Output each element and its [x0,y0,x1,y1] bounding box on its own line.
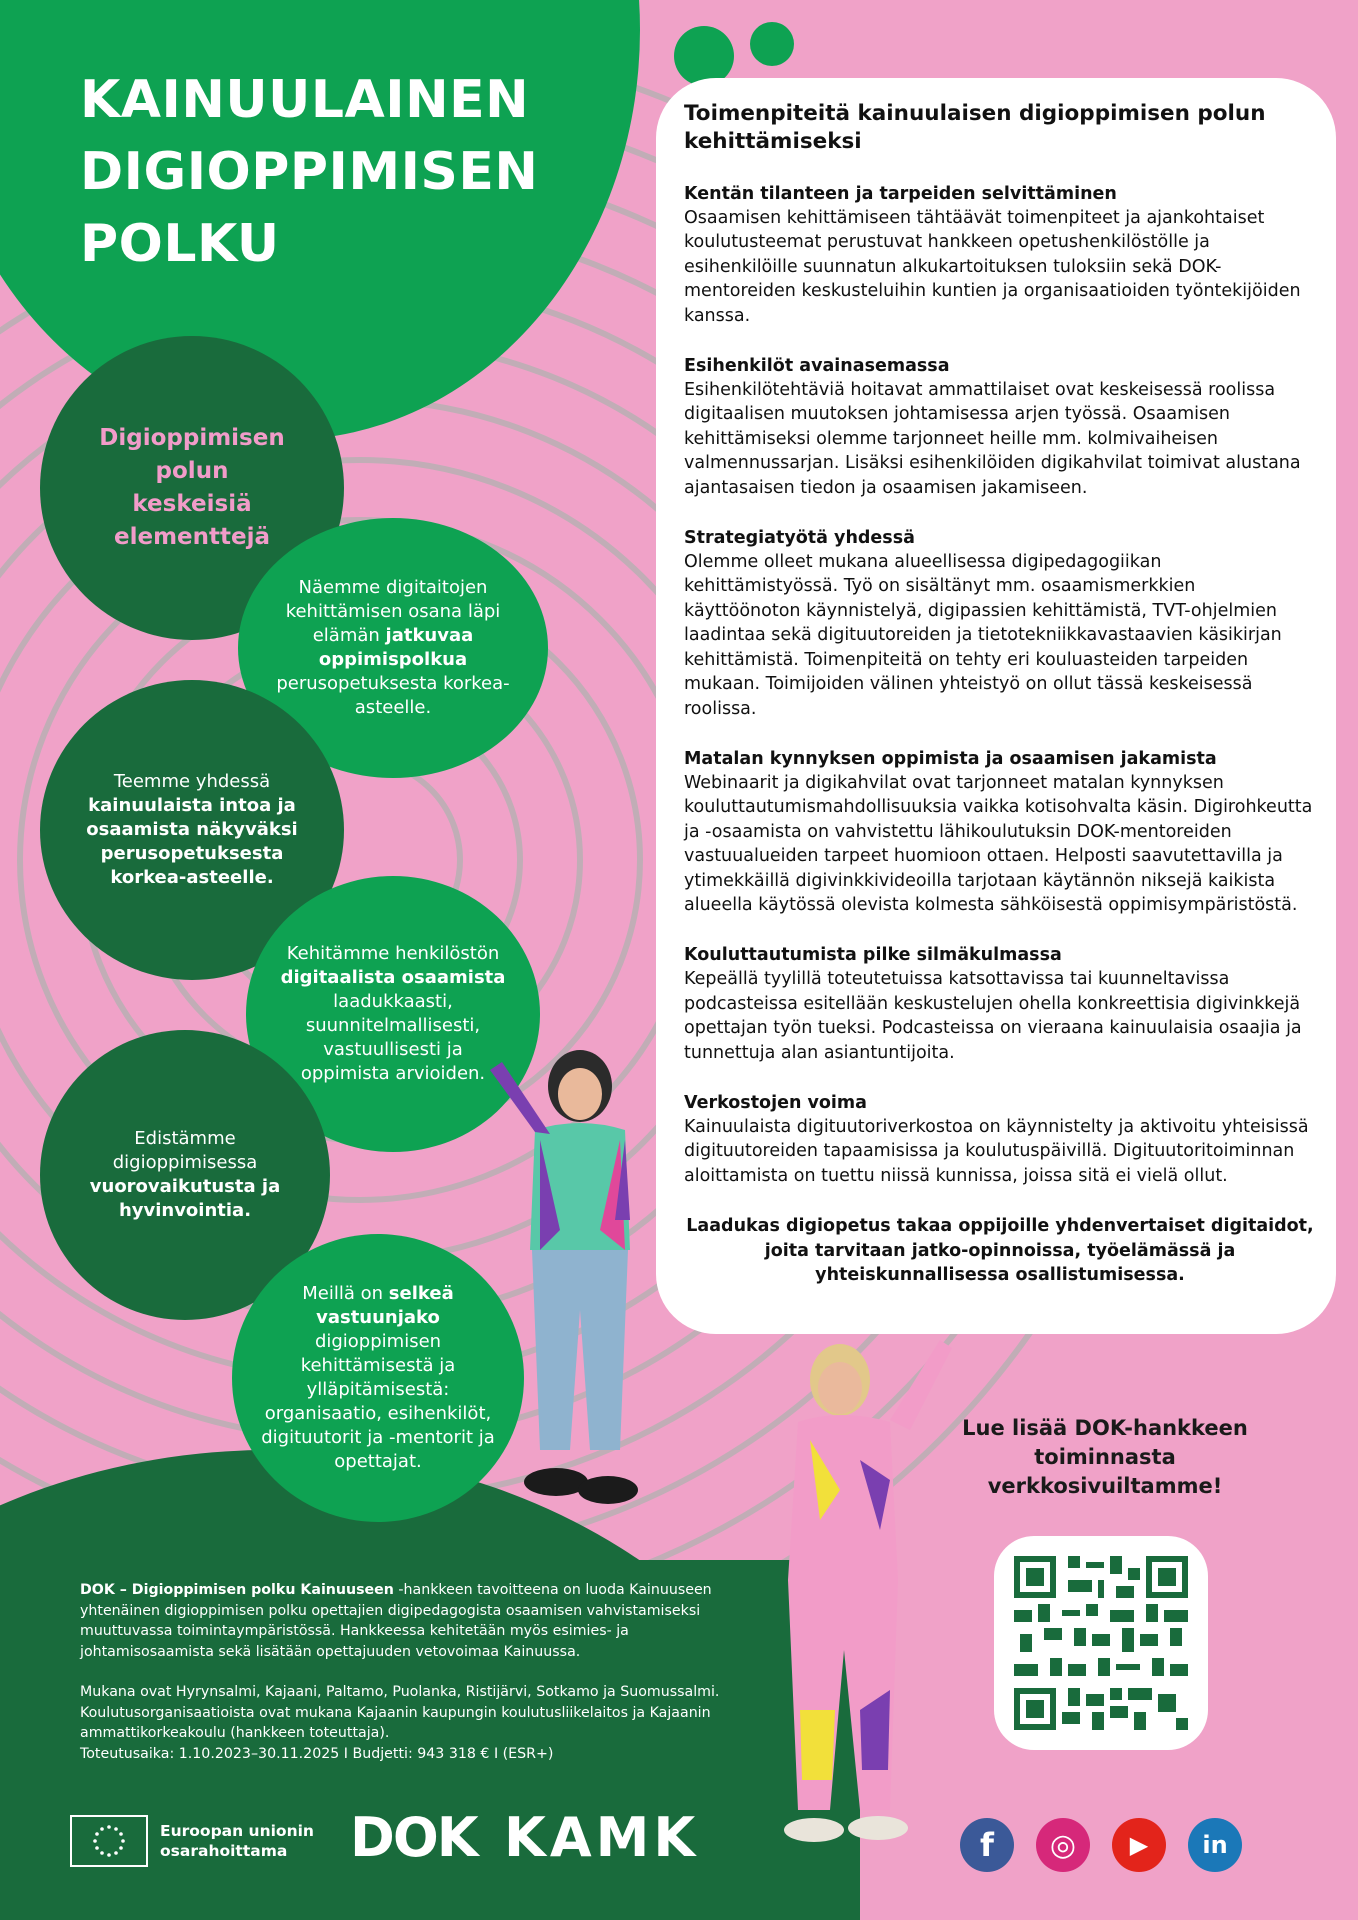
card-heading: Toimenpiteitä kainuulaisen digioppimisen polun kehittämiseksi [684,101,1266,154]
section-body: Olemme olleet mukana alueellisessa digipedagogiikan kehittämistyössä. Työ on sisältänyt mm. osaamismerkkien käyttöönoton käynnistelyä, digipassien kehittämistä, TVT-ohjelmien laadintaa sekä digituutoreiden ja tietotekniikkavastaavien käsikirjan kehittämistä. Toimenpiteitä on tehty eri kouluasteiden tarpeiden mukaan. Toimijoiden välinen yhteistyö on ollut tässä keskeisessä roolissa. [684,552,1282,719]
youtube-icon[interactable]: ▶ [1112,1818,1166,1872]
elements-heading: Digioppimisen polun keskeisiä elementtejä [99,425,285,550]
project-schedule-budget: Toteutusaika: 1.10.2023–30.11.2025 I Budjetti: 943 318 € I (ESR+) [80,1745,554,1762]
facebook-icon[interactable]: f [960,1818,1014,1872]
card-section [684,182,1316,328]
person-photo-2 [740,1330,960,1850]
qr-code[interactable] [994,1536,1208,1750]
section-title: Kentän tilanteen ja tarpeiden selvittäminen [684,184,1117,204]
project-partners-text: Mukana ovat Hyrynsalmi, Kajaani, Paltamo, Puolanka, Ristijärvi, Sotkamo ja Suomussalmi. Koulutusorganisaatioista ovat mukana Kajaanin kaupungin koulutusliikelaitos ja Kajaanin ammattikorkeakoulu (hankkeen toteuttaja). Toteutusaika: 1.10.2023–30.11.2025 I Budjetti: 943 318 € I (ESR+) [80,1684,720,1762]
section-title: Matalan kynnyksen oppimista ja osaamisen jakamista [684,748,1217,769]
section-body: Kainuulaista digituutoriverkostoa on käynnistelty ja aktivoitu yhteisissä digituutoreiden tapaamisissa ja koulutuspäivillä. Digituutoritoiminnan aloittamista on tuettu niissä kunnissa, joissa sitä ei vielä ollut. [684,1116,1309,1186]
card-section [684,526,1316,721]
website-cta: Lue lisää DOK-hankkeen toiminnasta verkkosivuiltamme! [962,1416,1248,1498]
project-description [80,1580,740,1764]
section-body: Osaamisen kehittämiseen tähtäävät toimenpiteet ja ajankohtaiset koulutusteemat perustuvat hankkeen opetushenkilöstölle ja esihenkilöille suunnatun alkukartoituksen tuloksiin sekä DOK-mentoreiden keskusteluihin kuntien ja organisaatioiden työntekijöiden kanssa. [684,208,1301,326]
eu-funding-text: Euroopan unionin osarahoittama [160,1822,314,1860]
card-section [684,943,1316,1065]
card-section [684,1091,1316,1188]
decor-dot-large [674,26,734,86]
bubble-text: Näemme digitaitojen kehittämisen osana läpi elämän jatkuvaa oppimispolkua perusopetuksesta korkea-asteelle. [276,577,510,718]
title-line: DIGIOPPIMISEN [80,142,539,202]
page-title [80,64,600,280]
content-card [656,78,1336,1334]
section-title: Kouluttautumista pilke silmäkulmassa [684,945,1062,966]
dok-logo: DOK [350,1806,477,1869]
instagram-icon[interactable]: ◎ [1036,1818,1090,1872]
bubble-text: Teemme yhdessä kainuulaista intoa ja osaamista näkyväksi perusopetuksesta korkea-asteelle. [86,771,298,888]
bubble-text: Kehitämme henkilöstön digitaalista osaamista laadukkaasti, suunnitelmallisesti, vastuullisesti ja oppimista arvioiden. [280,943,506,1084]
qr-code-icon [1014,1556,1188,1730]
section-body: Kepeällä tyylillä toteutetuissa katsottavissa tai kuunneltavissa podcasteissa esitellään keskustelujen ohella konkreettisia digivinkkejä opettajan työn tueksi. Podcasteissa on vieraana kainuulaisia osaajia ja tunnettuja alan asiantuntijoita. [684,969,1302,1063]
kamk-logo: KAMK [504,1806,700,1869]
linkedin-icon[interactable]: in [1188,1818,1242,1872]
card-section [684,354,1316,500]
section-title: Strategiatyötä yhdessä [684,528,915,549]
project-goal-text: DOK – Digioppimisen polku Kainuuseen -hankkeen tavoitteena on luoda Kainuuseen yhtenäinen digioppimisen polku opettajien digipedagogista osaamisen vahvistamiseksi muuttuvassa toimintaympäristössä. Hankkeessa kehitetään myös esimies- ja johtamisosaamista sekä lisätään opettajuuden vetovoimaa Kainuussa. [80,1582,712,1660]
title-line: POLKU [80,214,280,274]
person-photo-1 [480,1050,680,1520]
card-section [684,747,1316,917]
bubble-text: Meillä on selkeä vastuunjako digioppimisen kehittämisestä ja ylläpitämisestä: organisaatio, esihenkilöt, digituutorit ja -mentorit ja opettajat. [261,1283,495,1472]
section-title: Esihenkilöt avainasemassa [684,356,950,377]
section-title: Verkostojen voima [684,1092,867,1113]
section-body: Webinaarit ja digikahvilat ovat tarjonneet matalan kynnyksen kouluttautumismahdollisuuksia vaikka kotisohvalta käsin. Digirohkeutta ja -osaamista on vahvistettu lähikoulutuksin DOK-mentoreiden vastuualueiden tarpeet huomioon ottaen. Helposti saavutettavilla ja ytimekkäillä digivinkkivideoilla tarjotaan käytännön niksejä kaikista alueella käytössä olevista kolmesta sähköisestä oppimisympäristöstä. [684,772,1313,915]
bubble-text: Edistämme digioppimisessa vuorovaikutusta ja hyvinvointia. [89,1128,281,1221]
social-links [960,1818,1242,1872]
card-closing-statement: Laadukas digiopetus takaa oppijoille yhdenvertaiset digitaidot, joita tarvitaan jatko-opinnoissa, työelämässä ja yhteiskunnallisessa osallistumisessa. [686,1216,1314,1285]
eu-flag-icon [70,1815,148,1867]
section-body: Esihenkilötehtäviä hoitavat ammattilaiset ovat keskeisessä roolissa digitaalisen muutoksen johtamisessa arjen työssä. Osaamisen kehittämiseksi olemme tarjonneet heille mm. kolmivaiheisen valmennussarjan. Lisäksi esihenkilöiden digikahvilat toimivat alustana ajantasaisen tiedon ja osaamisen jakamiseen. [684,380,1301,498]
decor-dot-small [750,22,794,66]
title-line: KAINUULAINEN [80,70,530,130]
eu-funding-logo [70,1814,330,1868]
